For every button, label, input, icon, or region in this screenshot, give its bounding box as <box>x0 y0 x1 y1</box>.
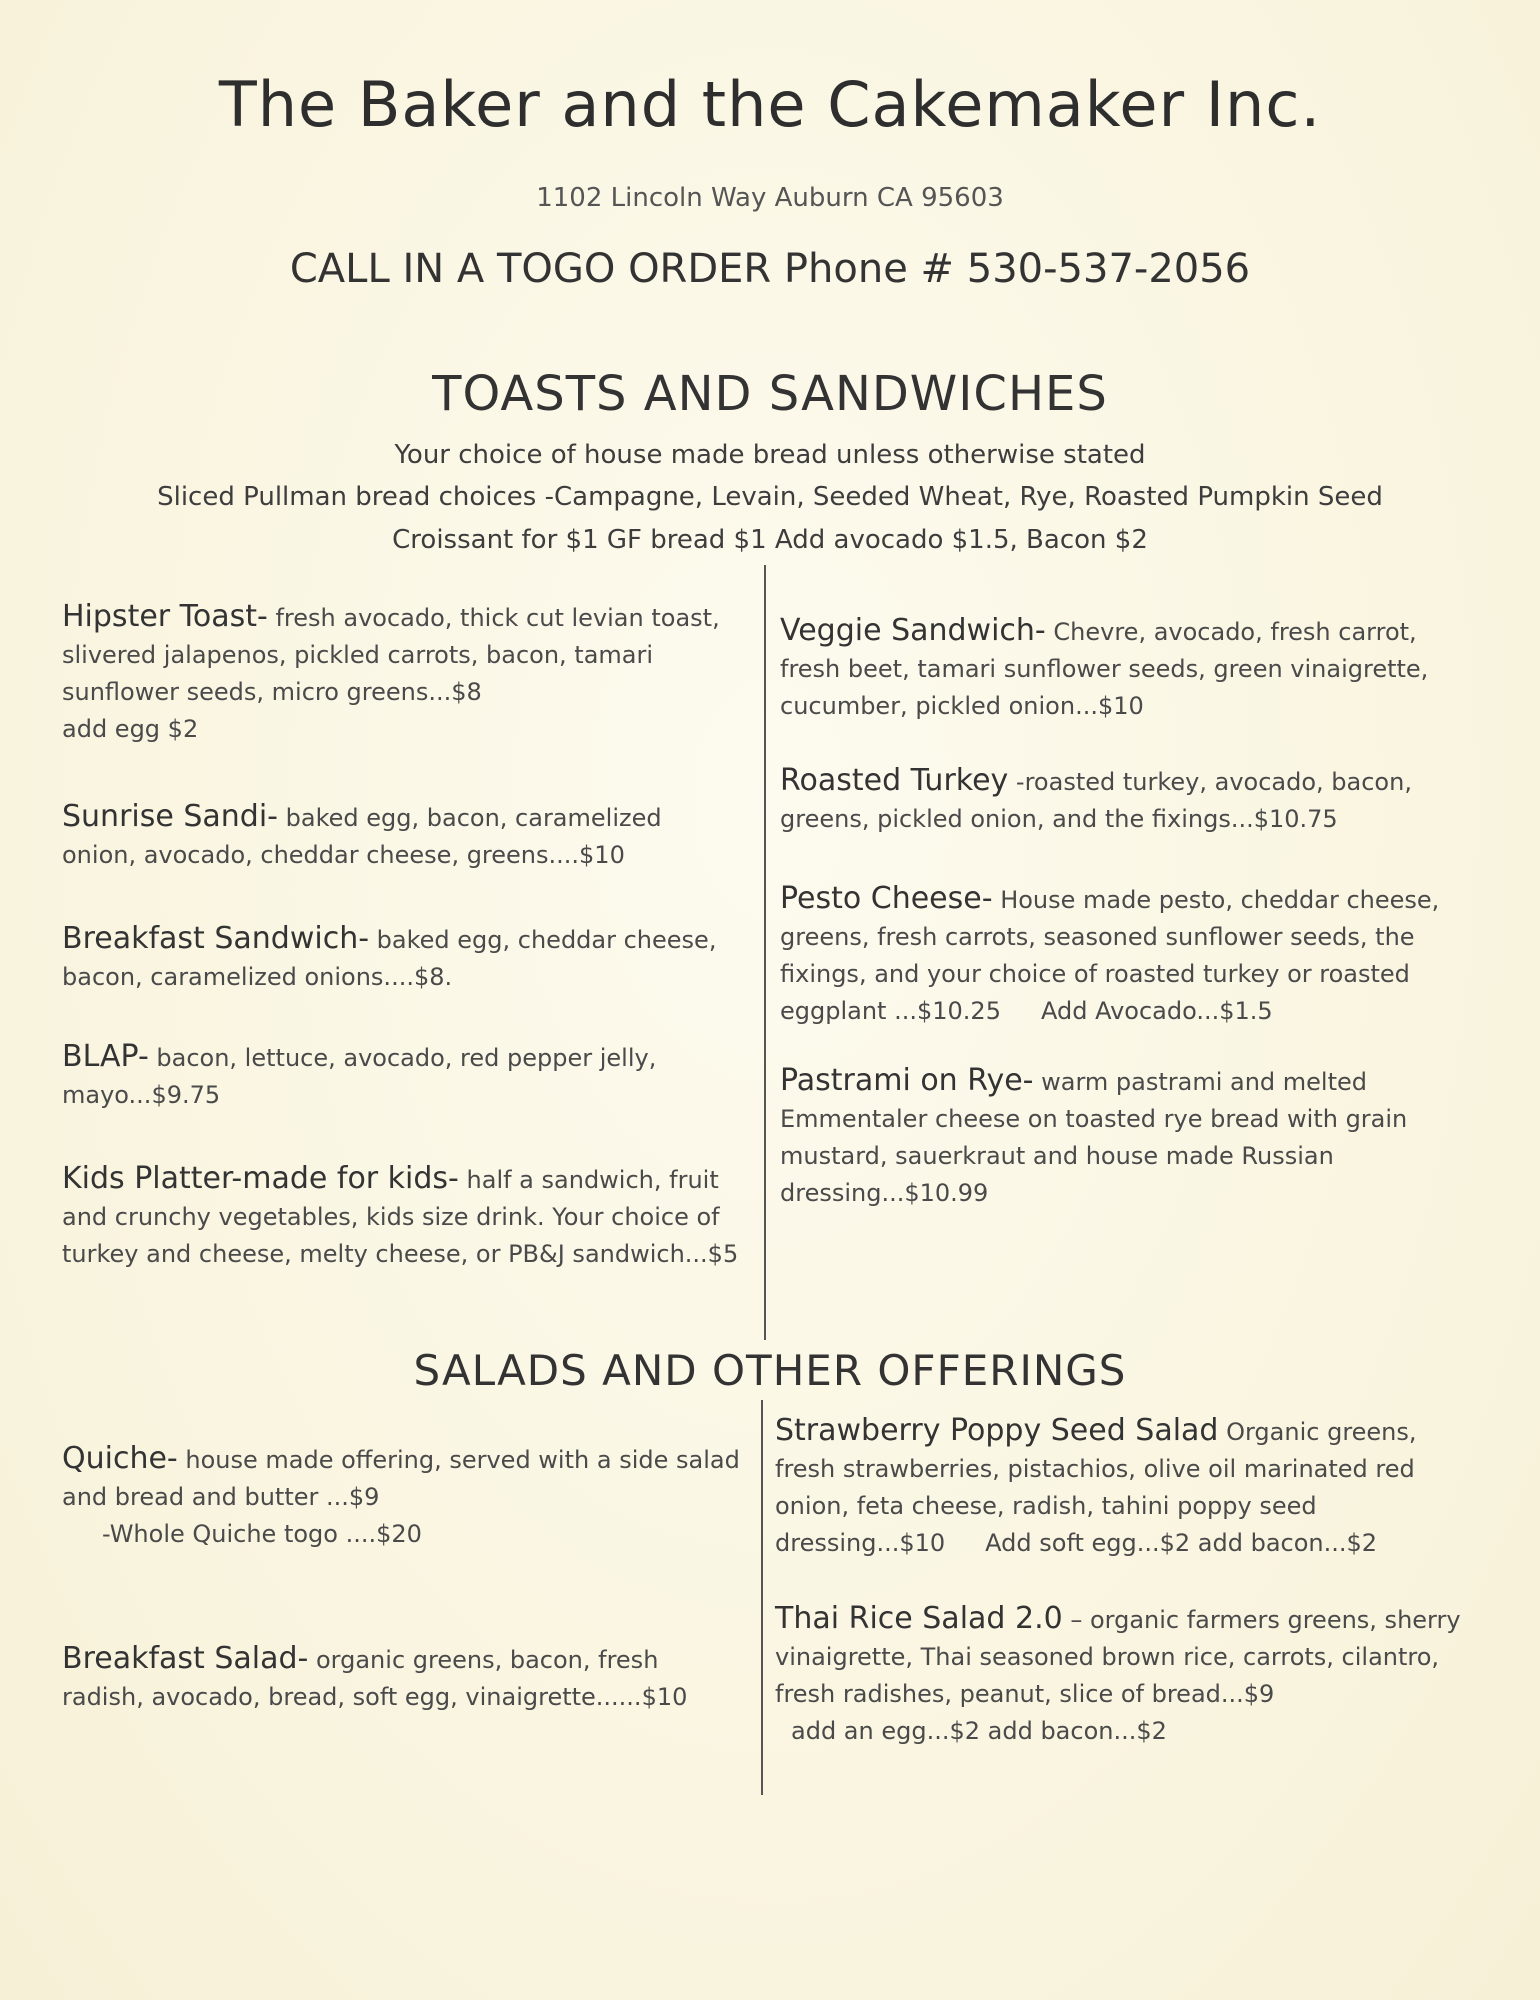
menu-item-name: Breakfast Sandwich- <box>62 921 370 956</box>
menu-item-name: Pesto Cheese- <box>780 881 993 916</box>
section-note: Your choice of house made bread unless otherwise stated <box>394 440 1146 470</box>
menu-item-veggie-sandwich <box>780 612 1480 725</box>
column-divider <box>761 1400 763 1795</box>
menu-item-description: organic greens, bacon, fresh radish, avocado, bread, soft egg, vinaigrette......$10 <box>62 1646 688 1711</box>
menu-item-blap <box>62 1038 742 1114</box>
menu-item-description: bacon, lettuce, avocado, red pepper jelly, mayo...$9.75 <box>62 1044 657 1109</box>
menu-item-kids-platter <box>62 1160 742 1273</box>
menu-item-name: Kids Platter-made for kids- <box>62 1161 459 1196</box>
menu-item-description: baked egg, cheddar cheese, bacon, caramelized onions....$8. <box>62 926 717 991</box>
column-divider <box>764 565 766 1340</box>
menu-item-name: Pastrami on Rye- <box>780 1063 1034 1098</box>
menu-item-description: – organic farmers greens, sherry vinaigrette, Thai seasoned brown rice, carrots, cilantro, fresh radishes, peanut, slice of bread...$9 <box>775 1606 1461 1708</box>
menu-item-pesto-cheese <box>780 880 1480 1030</box>
menu-item-name: Veggie Sandwich- <box>780 613 1046 648</box>
menu-item-hipster-toast <box>62 598 742 748</box>
menu-item-name: Quiche- <box>62 1441 178 1476</box>
menu-item-name: Sunrise Sandi- <box>62 799 279 834</box>
menu-item-description: house made offering, served with a side salad and bread and butter ...$9 <box>62 1446 740 1511</box>
phone-order-line: CALL IN A TOGO ORDER Phone # 530-537-2056 <box>289 246 1251 292</box>
menu-item-extra: add an egg...$2 add bacon...$2 <box>791 1717 1167 1745</box>
section-note: Croissant for $1 GF bread $1 Add avocado $1.5, Bacon $2 <box>392 525 1148 555</box>
menu-item-description: Chevre, avocado, fresh carrot, fresh beet, tamari sunflower seeds, green vinaigrette, cucumber, pickled onion...$10 <box>780 618 1429 720</box>
menu-item-name: Roasted Turkey <box>780 763 1009 798</box>
menu-item-sunrise-sandi <box>62 798 742 874</box>
menu-item-description: half a sandwich, fruit and crunchy vegetables, kids size drink. Your choice of turkey and cheese, melty cheese, or PB&J sandwich...$5 <box>62 1166 739 1268</box>
menu-item-name: Strawberry Poppy Seed Salad <box>775 1413 1219 1448</box>
menu-item-roasted-turkey <box>780 762 1480 838</box>
menu-item-thai-rice-salad <box>775 1600 1475 1750</box>
menu-item-description: baked egg, bacon, caramelized onion, avocado, cheddar cheese, greens....$10 <box>62 804 662 869</box>
section-title-toasts: TOASTS AND SANDWICHES <box>432 366 1108 422</box>
menu-item-description: fresh avocado, thick cut levian toast, slivered jalapenos, pickled carrots, bacon, tamari sunflower seeds, micro greens...$8 <box>62 604 720 706</box>
menu-item-strawberry-poppy-seed-salad <box>775 1412 1475 1562</box>
section-note: Sliced Pullman bread choices -Campagne, Levain, Seeded Wheat, Rye, Roasted Pumpkin Seed <box>157 482 1383 512</box>
menu-item-extra: Add soft egg...$2 add bacon...$2 <box>985 1529 1378 1557</box>
menu-item-extra: -Whole Quiche togo ....$20 <box>102 1520 422 1548</box>
menu-item-description: House made pesto, cheddar cheese, greens, fresh carrots, seasoned sunflower seeds, the fixings, and your choice of roasted turkey or roasted eggplant ...$10.25 <box>780 886 1440 1025</box>
menu-item-description: warm pastrami and melted Emmentaler cheese on toasted rye bread with grain mustard, sauerkraut and house made Russian dressing...$10.99 <box>780 1068 1408 1207</box>
menu-item-description: Organic greens, fresh strawberries, pistachios, olive oil marinated red onion, feta cheese, radish, tahini poppy seed dressing...$10 <box>775 1418 1417 1557</box>
menu-item-name: Breakfast Salad- <box>62 1641 309 1676</box>
menu-item-quiche <box>62 1440 742 1553</box>
menu-item-breakfast-salad <box>62 1640 742 1716</box>
restaurant-address: 1102 Lincoln Way Auburn CA 95603 <box>536 183 1004 213</box>
menu-item-name: Thai Rice Salad 2.0 <box>775 1601 1063 1636</box>
menu-item-name: Hipster Toast- <box>62 599 268 634</box>
menu-item-pastrami-on-rye <box>780 1062 1480 1212</box>
menu-item-breakfast-sandwich <box>62 920 742 996</box>
menu-item-extra: add egg $2 <box>62 715 199 743</box>
menu-item-extra: Add Avocado...$1.5 <box>1040 997 1273 1025</box>
section-title-salads: SALADS AND OTHER OFFERINGS <box>413 1346 1127 1395</box>
restaurant-title: The Baker and the Cakemaker Inc. <box>218 68 1322 141</box>
menu-item-description: -roasted turkey, avocado, bacon, greens, pickled onion, and the fixings...$10.75 <box>780 768 1412 833</box>
menu-item-name: BLAP- <box>62 1039 149 1074</box>
